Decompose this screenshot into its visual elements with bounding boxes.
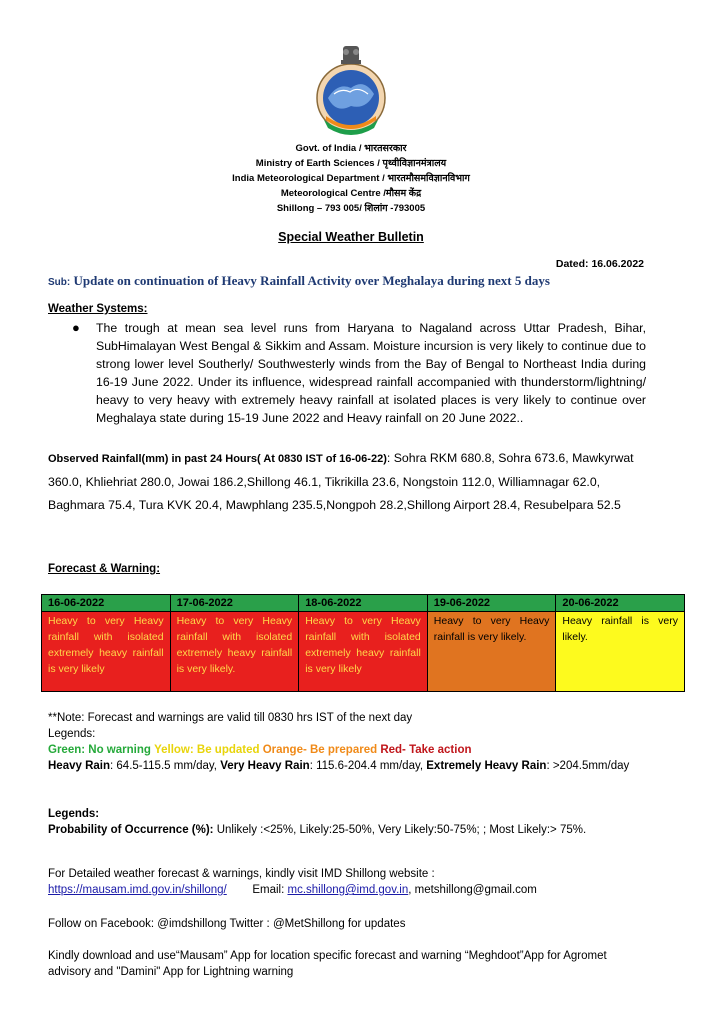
legend-red: Red- Take action (380, 744, 472, 756)
forecast-cell-red: Heavy to very Heavy rainfall with isolated extremely heavy rainfall is very likely. (170, 612, 299, 692)
validity-note: **Note: Forecast and warnings are valid till 0830 hrs IST of the next day (48, 712, 413, 724)
probability-label: Probability of Occurrence (%): (48, 824, 214, 836)
bulletin-title: Special Weather Bulletin (278, 230, 424, 244)
legends-label: Legends: (48, 728, 96, 740)
email-secondary: , metshillong@gmail.com (408, 884, 537, 896)
imd-emblem-logo (312, 42, 390, 136)
subject-text: Update on continuation of Heavy Rainfall Activity over Meghalaya during next 5 days (73, 273, 550, 288)
heavy-rain-value: : 64.5-115.5 mm/day, (110, 760, 217, 772)
email-label: Email: (252, 884, 285, 896)
observed-rainfall (48, 447, 648, 517)
legend-yellow: Yellow: Be updated (154, 744, 260, 756)
very-heavy-rain-value: : 115.6-204.4 mm/day, (309, 760, 424, 772)
contact-line (48, 882, 537, 898)
weather-systems-text: The trough at mean sea level runs from Haryana to Nagaland across Uttar Pradesh, Bihar, SubHimalayan West Bengal & Sikkim and Assam. Moisture incursion is very likely to continue due to strong lower level Southerly/ Southwesterly winds from the Bay of Bengal to Northeast India during 16-19 June 2022. Under its influence, widespread rainfall accompanied with thunderstorm/lightning/ heavy to very heavy with extremely heavy rainfall at isolated places is very likely to continue over Meghalaya state during 15-19 June 2022 and Heavy rainfall on 20 June 2022.. (96, 321, 646, 425)
forecast-date: 18-06-2022 (299, 595, 428, 612)
header-imd: India Meteorological Department / भारतमौसमविज्ञानविभाग (232, 173, 470, 184)
website-link[interactable]: https://mausam.imd.gov.in/shillong/ (48, 884, 227, 896)
very-heavy-rain-label: Very Heavy Rain (220, 760, 310, 772)
contact-intro: For Detailed weather forecast & warnings, kindly visit IMD Shillong website : (48, 868, 435, 880)
header-ministry: Ministry of Earth Sciences / पृथ्वीविज्ञानमंत्रालय (255, 158, 447, 169)
forecast-date-row (42, 595, 685, 612)
subject-line (48, 273, 550, 289)
extremely-heavy-rain-label: Extremely Heavy Rain (426, 760, 547, 772)
extremely-heavy-rain-value: : >204.5mm/day (546, 760, 630, 772)
bulletin-date: Dated: 16.06.2022 (555, 258, 644, 270)
header-govt: Govt. of India / भारतसरकार (295, 143, 407, 154)
forecast-cell-red: Heavy to very Heavy rainfall with isolated extremely heavy rainfall is very likely (299, 612, 428, 692)
forecast-date: 17-06-2022 (170, 595, 299, 612)
email-link[interactable]: mc.shillong@imd.gov.in (287, 884, 409, 896)
forecast-cell-yellow: Heavy rainfall is very likely. (556, 612, 685, 692)
rain-definitions (48, 758, 648, 774)
forecast-cell-red: Heavy to very Heavy rainfall with isolated extremely heavy rainfall is very likely (42, 612, 171, 692)
subject-label: Sub: (48, 277, 71, 288)
probability-line (48, 822, 586, 838)
legend-green: Green: No warning (48, 744, 151, 756)
forecast-heading: Forecast & Warning: (48, 563, 161, 575)
forecast-date: 20-06-2022 (556, 595, 685, 612)
color-legend (48, 742, 472, 758)
legend-orange: Orange- Be prepared (262, 744, 378, 756)
forecast-cell-orange: Heavy to very Heavy rainfall is very likely. (427, 612, 556, 692)
weather-systems-heading: Weather Systems: (48, 303, 148, 315)
forecast-text-row (42, 612, 685, 692)
forecast-date: 19-06-2022 (427, 595, 556, 612)
observed-values: : Sohra RKM 680.8, Sohra 673.6, Mawkyrwat 360.0, Khliehriat 280.0, Jowai 186.2,Shillong 46.1, Tikrikilla 23.6, Nongstoin 112.0, Williamnagar 62.0, Baghmara 75.4, Tura KVK 20.4, Mawphlang 235.5,Nongpoh 28.2,Shillong Airport 28.4, Resubelpara 52.5 (48, 451, 634, 512)
probability-text: Unlikely :<25%, Likely:25-50%, Very Likely:50-75%; ; Most Likely:> 75%. (213, 824, 587, 836)
observed-label: Observed Rainfall(mm) in past 24 Hours( At 0830 IST of 16-06-22) (48, 453, 387, 465)
apps-line: Kindly download and use“Mausam” App for location specific forecast and warning “Meghdoot”App for Agromet advisory and "Damini" App for Lightning warning (48, 950, 607, 978)
follow-line: Follow on Facebook: @imdshillong Twitter : @MetShillong for updates (48, 918, 406, 930)
heavy-rain-label: Heavy Rain (48, 760, 111, 772)
forecast-table (41, 594, 685, 692)
header-address: Shillong – 793 005/ शिलांग -793005 (276, 203, 426, 214)
forecast-date: 16-06-2022 (42, 595, 171, 612)
bullet-icon: ● (72, 320, 80, 335)
header-met-centre: Meteorological Centre /मौसम केंद्र (280, 188, 422, 199)
legends-label-2: Legends: (48, 808, 100, 820)
